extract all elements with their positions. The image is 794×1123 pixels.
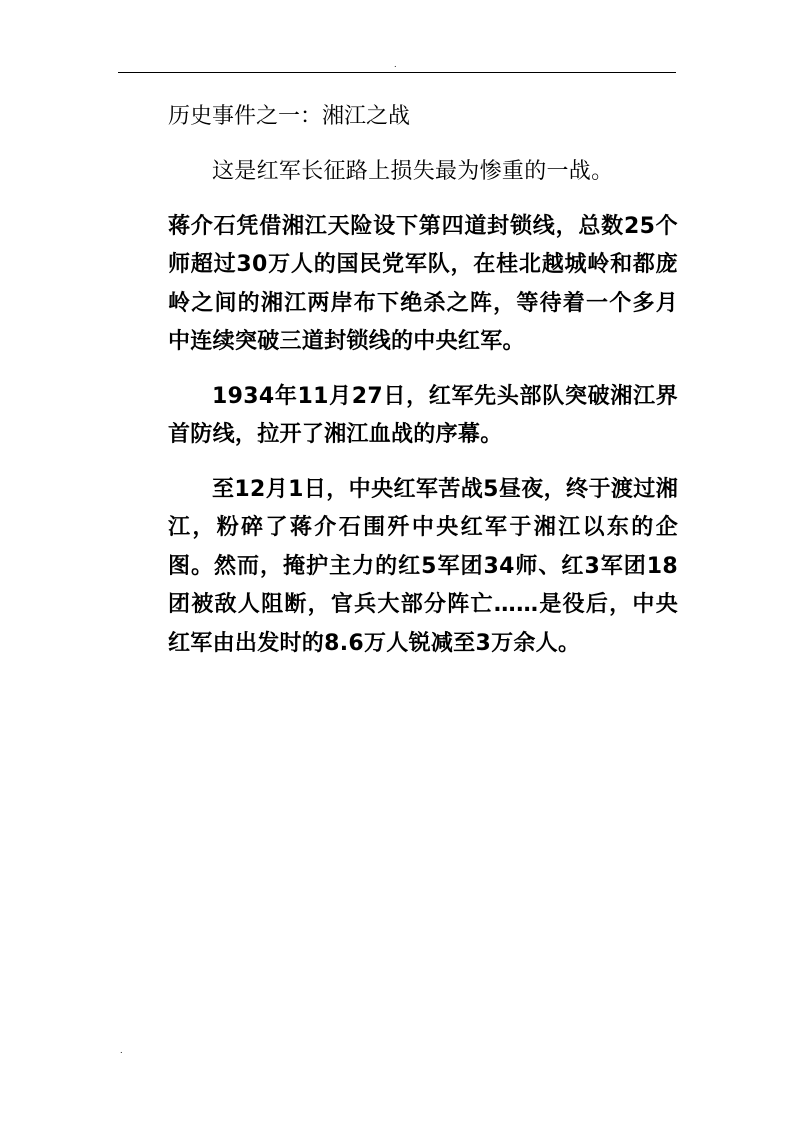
document-title: 历史事件之一：湘江之战 xyxy=(168,104,411,129)
paragraph-crossing: 至12月1日，中央红军苦战5昼夜，终于渡过湘江，粉碎了蒋介石围歼中央红军于湘江以东的企图。然而，掩护主力的红5军团34师、红3军团18团被敌人阻断，官兵大部分阵亡……是役后，中央红军由出发时的8.6万人锐减至3万余人。 xyxy=(168,476,678,656)
paragraph-intro: 这是红军长征路上损失最为惨重的一战。 xyxy=(212,159,614,184)
header-rule xyxy=(118,72,676,73)
paragraph-breakthrough: 1934年11月27日，红军先头部队突破湘江界首防线，拉开了湘江血战的序幕。 xyxy=(168,383,678,447)
document-body xyxy=(168,101,678,679)
header-mark: . xyxy=(394,60,397,69)
paragraph-blockade: 蒋介石凭借湘江天险设下第四道封锁线，总数25个师超过30万人的国民党军队，在桂北越城岭和都庞岭之间的湘江两岸布下绝杀之阵，等待着一个多月中连续突破三道封锁线的中央红军。 xyxy=(168,213,678,354)
footer-mark: . xyxy=(120,1046,123,1055)
